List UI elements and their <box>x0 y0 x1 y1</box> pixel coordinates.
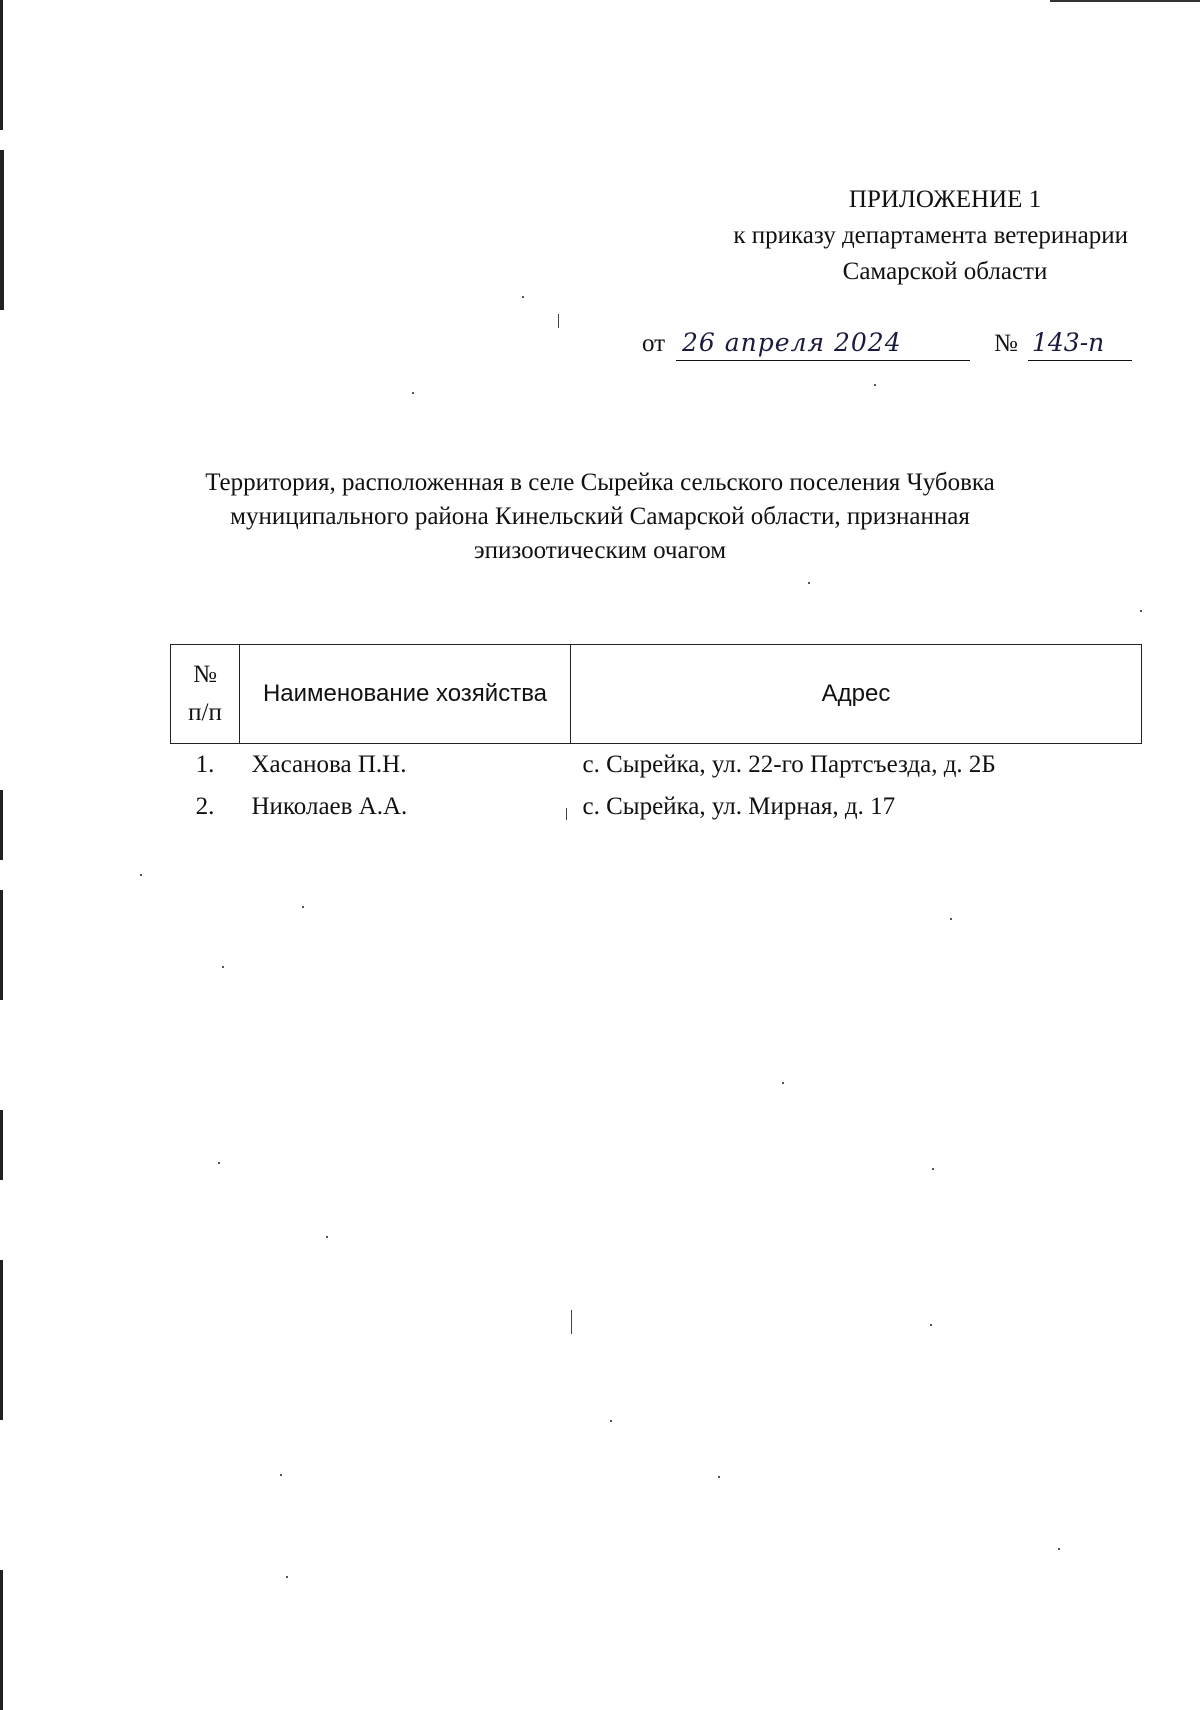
header-farm-name: Наименование хозяйства <box>240 645 571 744</box>
scan-speck <box>718 1476 720 1478</box>
heading-line: муниципального района Кинельский Самарской области, признанная <box>230 503 970 530</box>
appendix-region: Самарской области <box>842 258 1048 285</box>
row-number: 2. <box>195 793 215 820</box>
header-number-top: № <box>193 661 217 688</box>
scan-speck <box>412 392 414 394</box>
row-address: с. Сырейка, ул. Мирная, д. 17 <box>582 793 896 820</box>
scan-edge-mark <box>0 1570 3 1710</box>
scan-speck <box>874 384 876 386</box>
scan-top-mark <box>1050 0 1200 2</box>
row-farm-name: Николаев А.А. <box>251 793 408 820</box>
order-date-number-line <box>642 330 1132 364</box>
header-number <box>171 645 240 744</box>
document-heading <box>160 466 1040 568</box>
scan-speck <box>1140 610 1142 612</box>
scan-speck <box>950 918 952 920</box>
row-number: 1. <box>195 751 215 778</box>
scan-speck <box>571 1310 572 1334</box>
scan-edge-mark <box>0 790 3 860</box>
scan-edge-mark <box>0 890 3 1000</box>
heading-line: эпизоотическим очагом <box>473 537 727 564</box>
farms-table <box>170 644 1142 828</box>
header-number-bottom: п/п <box>188 699 222 726</box>
header-address: Адрес <box>571 645 1142 744</box>
table-header-row <box>171 645 1142 744</box>
scan-speck <box>930 1324 932 1326</box>
scan-edge-mark <box>0 150 4 310</box>
scan-speck <box>610 1420 612 1422</box>
date-field <box>676 330 970 361</box>
handwritten-number: 143-п <box>1032 328 1105 357</box>
scan-speck <box>222 966 224 968</box>
scan-speck <box>140 874 142 876</box>
appendix-block <box>640 182 1140 290</box>
scan-speck <box>326 1236 328 1238</box>
number-field <box>1028 330 1132 361</box>
number-sign: № <box>994 330 1018 357</box>
scan-speck <box>1058 1548 1060 1550</box>
scan-speck <box>218 1162 220 1164</box>
appendix-order-reference: к приказу департамента ветеринарии <box>733 222 1128 249</box>
scan-speck <box>558 314 559 328</box>
row-address: с. Сырейка, ул. 22-го Партсъезда, д. 2Б <box>582 751 996 778</box>
appendix-title: ПРИЛОЖЕНИЕ 1 <box>848 186 1042 213</box>
scan-speck <box>302 906 304 908</box>
scan-speck <box>808 582 810 584</box>
date-prefix: от <box>642 330 666 357</box>
scan-edge-mark <box>0 0 3 130</box>
handwritten-date: 26 апреля 2024 <box>682 328 902 357</box>
scan-speck <box>280 1474 282 1476</box>
scan-speck <box>522 296 524 298</box>
table-row <box>171 786 1142 828</box>
scan-edge-mark <box>0 1110 3 1180</box>
scan-speck <box>286 1576 288 1578</box>
row-farm-name: Хасанова П.Н. <box>251 751 407 778</box>
scan-edge-mark <box>0 1260 3 1420</box>
scan-speck <box>782 1082 784 1084</box>
heading-line: Территория, расположенная в селе Сырейка сельского поселения Чубовка <box>205 469 995 496</box>
scan-speck <box>932 1168 934 1170</box>
table-row <box>171 744 1142 787</box>
